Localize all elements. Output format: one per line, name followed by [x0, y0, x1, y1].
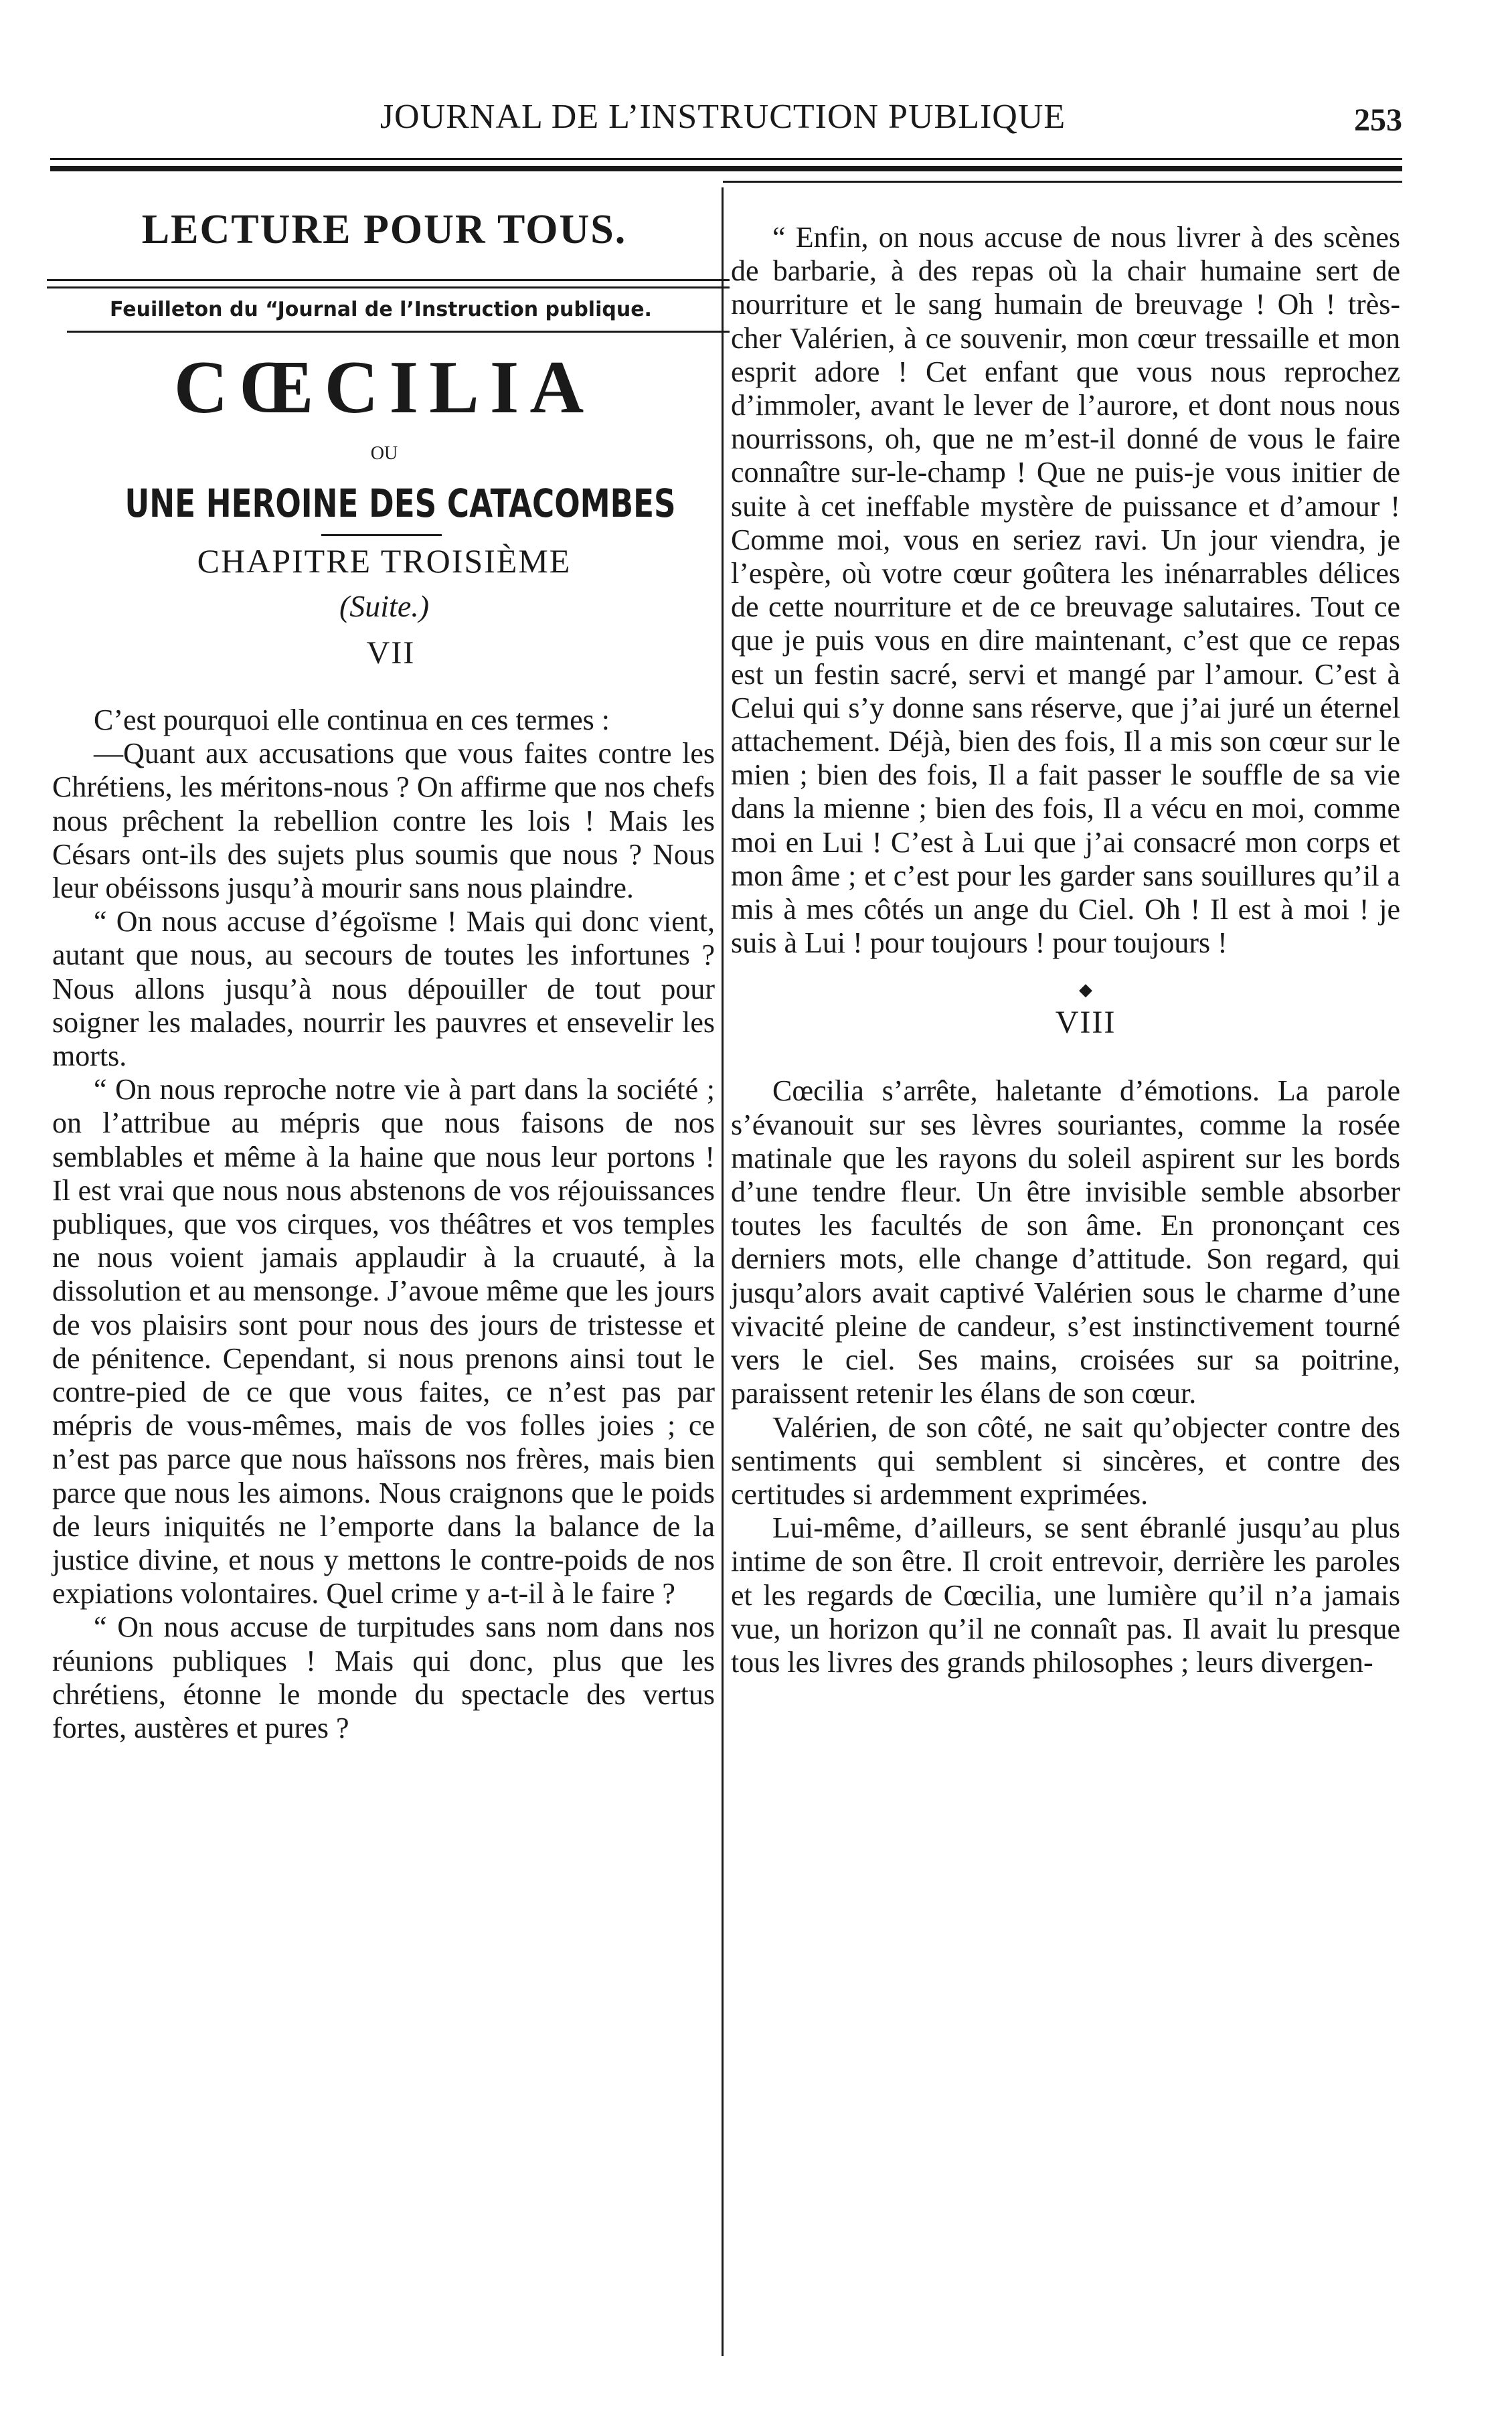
page-number: 253: [1354, 102, 1402, 138]
column-divider: [722, 187, 724, 2356]
right-body: [731, 1074, 1400, 1679]
title-connector: OU: [370, 443, 398, 464]
ornament-mark: ◆: [1079, 980, 1092, 1000]
paragraph: “ Enfin, on nous accuse de nous livrer à des scènes de barbarie, à des repas où la chair humaine sert de nourriture et le sang humain de breuvage ! Oh ! très-cher Valérien, à ce souvenir, mon cœur tressaille et mon esprit adore ! Cet enfant que vous nous reprochez d’immoler, avant le lever de l’aurore, et dont nous nous nourrissons, oh, que ne m’est-il donné de vous le faire connaître sur-le-champ ! Que ne puis-je vous initier de suite à cet ineffable mystère de puissance et d’amour ! Comme moi, vous en seriez ravi. Un jour viendra, je l’espère, où votre cœur goûtera les inénarrables délices de cette nourriture et de ce breuvage salutaires. Tout ce que je puis vous en dire maintenant, c’est que ce repas est un festin sacré, servi et mangé par l’amour. C’est à Celui qui s’y donne sans réserve, que j’ai juré un éternel attachement. Déjà, bien des fois, Il a mis son cœur sur le mien ; bien des fois, Il a fait passer le souffle de sa vie dans la mienne ; bien des fois, Il a vécu en moi, comme moi en Lui ! C’est à Lui que j’ai consacré mon corps et mon âme ; et c’est pour les garder sans souillures qu’il a mis à mes côtés un ange du Ciel. Oh ! Il est à moi ! je suis à Lui ! pour toujours ! pour toujours !: [731, 221, 1400, 960]
section-title-rule: [47, 279, 730, 281]
feuilleton-line: Feuilleton du “Journal de l’Instruction publique.: [110, 298, 652, 321]
header-rule-thick: [50, 166, 1402, 171]
paragraph: C’est pourquoi elle continua en ces termes :: [94, 703, 610, 736]
paragraph: Cœcilia s’arrête, haletante d’émotions. La parole s’évanouit sur ses lèvres souriantes, comme la rosée matinale que les rayons du soleil aspirent sur les bords d’une tendre fleur. Un être invisible semble absorber toutes les facultés de son âme. En prononçant ces derniers mots, elle change d’attitude. Son regard, qui jusqu’alors avait captivé Valérien sous le charme d’une vivacité pleine de candeur, s’est instinctivement tourné vers le ciel. Ses mains, croisées sur sa poitrine, paraissent retenir les élans de son cœur.: [731, 1074, 1400, 1410]
paragraph: Valérien, de son côté, ne sait qu’objecter contre des sentiments qui semblent si sincères, et contre des certitudes si ardemment exprimées.: [731, 1410, 1400, 1511]
right-column: [731, 221, 1400, 1679]
left-body: [40, 703, 715, 1745]
left-column: [40, 194, 715, 1745]
paragraph: “ On nous reproche notre vie à part dans la société ; on l’attribue au mépris que nous faisons de nos semblables et même à la haine que nous leur portons ! Il est vrai que nous nous abstenons de vos réjouissances publiques, que vos cirques, vos théâtres et vos temples ne nous voient jamais applaudir à la cruauté, à la dissolution et au mensonge. J’avoue même que les jours de vos plaisirs sont pour nous des jours de tristesse et de pénitence. Cependant, si nous prenons ainsi tout le contre-pied de ce que vous faites, ce n’est pas par mépris de vous-mêmes, mais de vos folles joies ; ce n’est pas parce que nous haïssons nos frères, mais bien parce que nous les aimons. Nous craignons que le poids de leurs iniquités ne l’emporte dans la balance de la justice divine, et nous y mettons le contre-poids de nos expiations volontaires. Quel crime y a-t-il à le faire ?: [52, 1073, 715, 1610]
feuilleton-rule: [67, 331, 730, 333]
paragraph: “ On nous accuse d’égoïsme ! Mais qui donc vient, autant que nous, au secours de toutes les infortunes ? Nous allons jusqu’à nous dépouiller de tout pour soigner les malades, nourrir les pauvres et ensevelir les morts.: [52, 905, 715, 1073]
section-title-rule-2: [47, 286, 730, 288]
header-rule-lower: [723, 181, 1402, 183]
continued-note: (Suite.): [339, 589, 430, 623]
paragraph: “ On nous accuse de turpitudes sans nom dans nos réunions publiques ! Mais qui donc, plus que les chrétiens, étonne le monde du spectacle des vertus fortes, austères et pures ?: [52, 1610, 715, 1745]
section-title: LECTURE POUR TOUS.: [141, 207, 627, 252]
novel-subtitle: UNE HEROINE DES CATACOMBES: [124, 481, 676, 526]
header-rule-thin: [50, 158, 1402, 160]
section-number-vii: VII: [366, 635, 416, 671]
running-header-title: JOURNAL DE L’INSTRUCTION PUBLIQUE: [380, 98, 1066, 136]
section-number-viii: VIII: [1055, 1005, 1116, 1041]
chapter-heading: CHAPITRE TROISIÈME: [197, 542, 572, 580]
paragraph: —Quant aux accusations que vous faites contre les Chrétiens, les méritons-nous ? On affirme que nos chefs nous prêchent la rebellion contre les lois ! Mais les Césars ont-ils des sujets plus soumis que nous ? Nous leur obéissons jusqu’à mourir sans nous plaindre.: [52, 737, 715, 905]
subtitle-rule: [321, 534, 442, 536]
novel-title: CŒCILIA: [173, 346, 595, 429]
paragraph: Lui-même, d’ailleurs, se sent ébranlé jusqu’au plus intime de son être. Il croit entrevoir, derrière les paroles et les regards de Cœcilia, une lumière qu’il n’a jamais vue, un horizon qu’il ne connaît pas. Il avait lu presque tous les livres des grands philosophes ; leurs divergen-: [731, 1511, 1400, 1679]
